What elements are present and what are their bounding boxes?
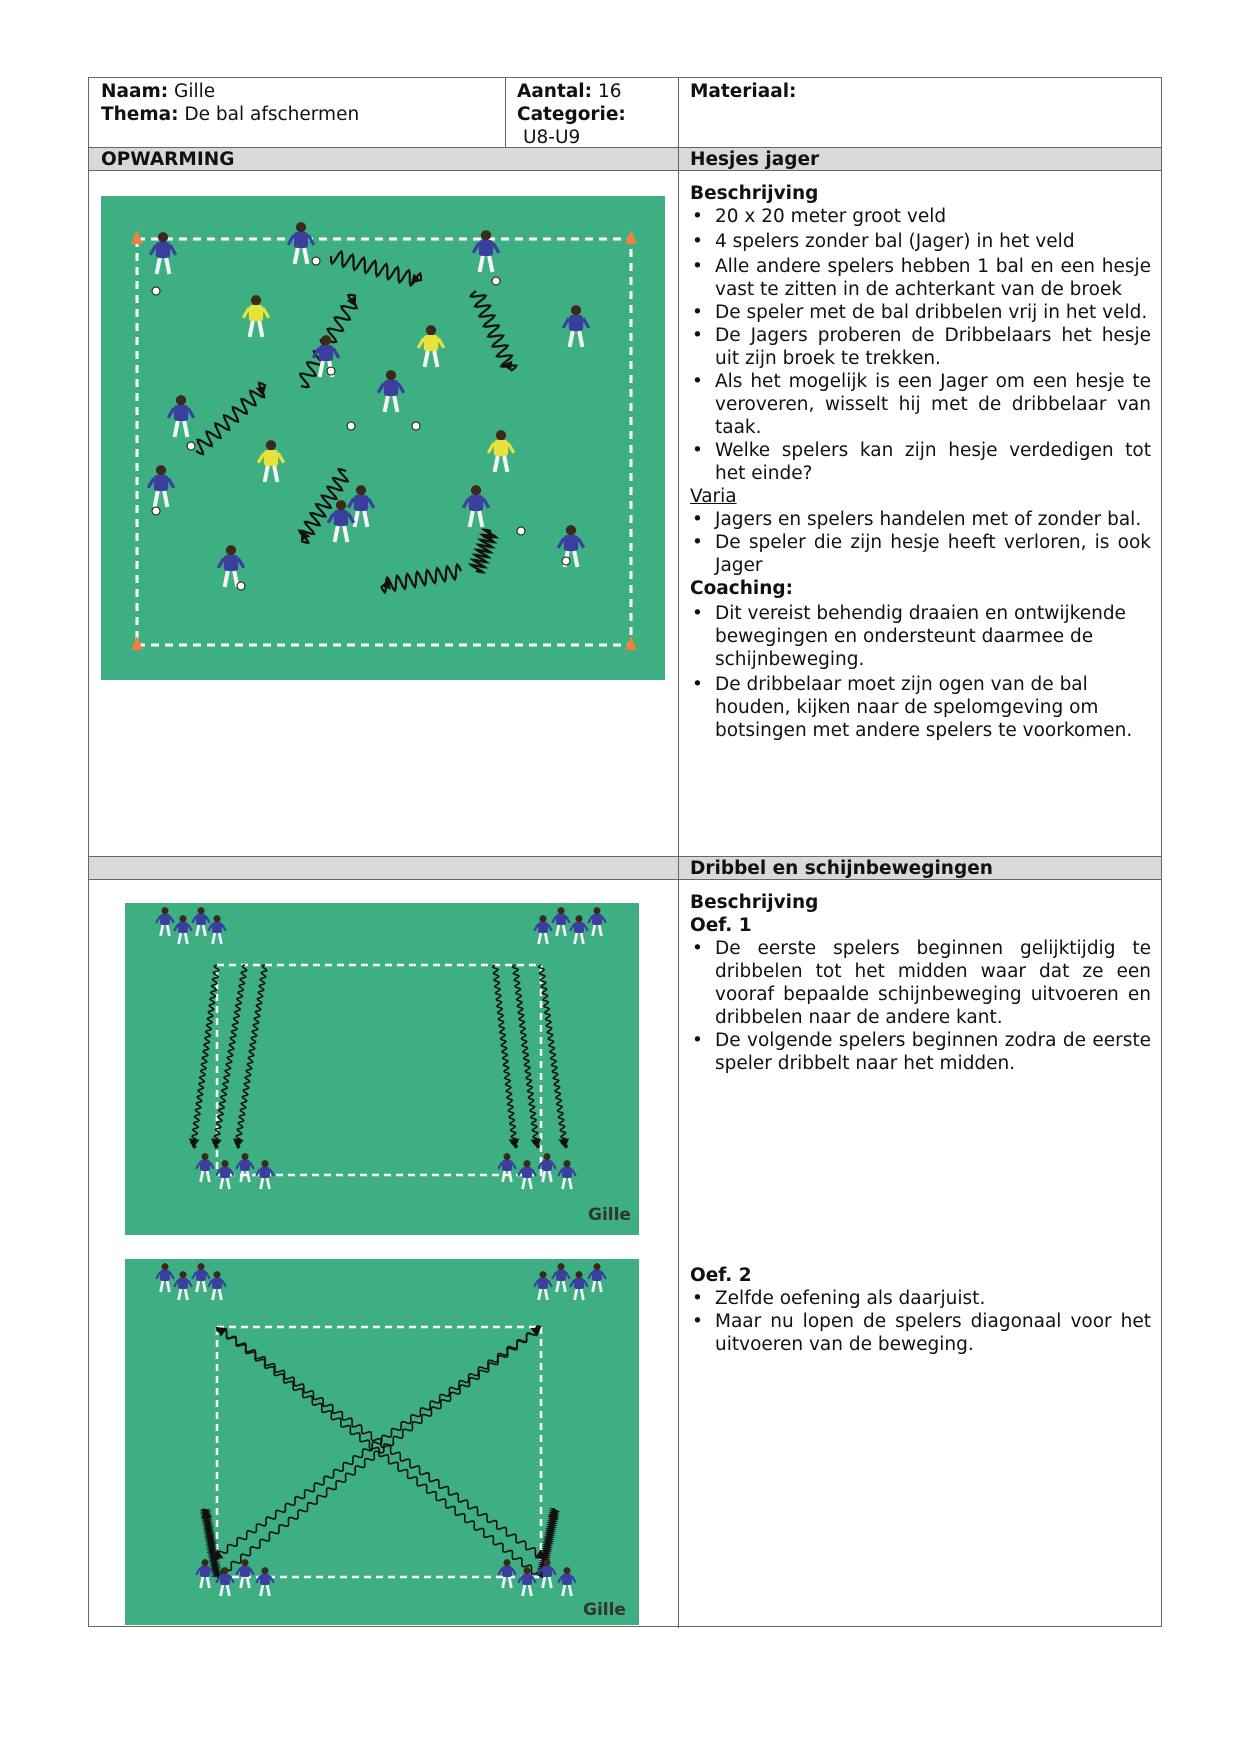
ball-icon bbox=[237, 582, 245, 590]
aantal-categorie-cell bbox=[517, 80, 626, 149]
ball-icon bbox=[152, 287, 160, 295]
oef1-list bbox=[690, 937, 1151, 1075]
list-item: • Dit vereist behendig draaien en ontwijkende bewegingen en ondersteunt daarmee de schijnbeweging. bbox=[690, 602, 1151, 671]
list-item: • 4 spelers zonder bal (Jager) in het veld bbox=[690, 230, 1151, 253]
gille-watermark-2: Gille bbox=[583, 1600, 626, 1620]
list-item: • De speler met de bal dribbelen vrij in het veld. bbox=[690, 301, 1151, 324]
ball-icon bbox=[412, 422, 420, 430]
aantal-value: 16 bbox=[597, 81, 622, 102]
beschrijving-label-2: Beschrijving bbox=[690, 892, 819, 913]
gille-watermark-1: Gille bbox=[588, 1205, 631, 1225]
materiaal-cell bbox=[690, 80, 796, 103]
list-item: • Zelfde oefening als daarjuist. bbox=[690, 1287, 1151, 1310]
list-item: • 20 x 20 meter groot veld bbox=[690, 205, 1151, 228]
ball-icon bbox=[187, 442, 195, 450]
varia-list bbox=[690, 508, 1151, 577]
list-item: • Welke spelers kan zijn hesje verdedigen tot het einde? bbox=[690, 439, 1151, 485]
beschrijving-list-1 bbox=[690, 205, 1151, 485]
naam-thema-cell bbox=[101, 80, 359, 126]
materiaal-label: Materiaal: bbox=[690, 81, 797, 102]
hesjes-jager-diagram bbox=[101, 196, 665, 680]
thema-label: Thema: bbox=[101, 104, 179, 125]
list-item: • De Jagers proberen de Dribbelaars het hesje uit zijn broek te trekken. bbox=[690, 324, 1151, 370]
categorie-label: Categorie: bbox=[517, 104, 626, 125]
list-item: • De speler die zijn hesje heeft verloren, is ook Jager bbox=[690, 531, 1151, 577]
coaching-list bbox=[690, 602, 1151, 742]
list-item: • Maar nu lopen de spelers diagonaal voor het uitvoeren van de beweging. bbox=[690, 1310, 1151, 1356]
ball-icon bbox=[492, 277, 500, 285]
oef1-label: Oef. 1 bbox=[690, 915, 752, 936]
list-item: • De eerste spelers beginnen gelijktijdig te dribbelen tot het midden waar dat ze een vooraf bepaalde schijnbeweging uitvoeren en dribbelen naar de andere kant. bbox=[690, 937, 1151, 1029]
ball-icon bbox=[152, 507, 160, 515]
ball-icon bbox=[562, 557, 570, 565]
opwarming-title: OPWARMING bbox=[101, 149, 235, 170]
thema-value: De bal afschermen bbox=[184, 104, 360, 125]
ball-icon bbox=[312, 257, 320, 265]
naam-label: Naam: bbox=[101, 81, 169, 102]
ball-icon bbox=[517, 527, 525, 535]
ball-icon bbox=[327, 367, 335, 375]
beschrijving-label-1: Beschrijving bbox=[690, 183, 819, 204]
varia-label: Varia bbox=[690, 486, 737, 507]
oef2-diagram bbox=[125, 1259, 639, 1625]
list-item: • De dribbelaar moet zijn ogen van de bal houden, kijken naar de spelomgeving om botsingen met andere spelers te voorkomen. bbox=[690, 673, 1151, 742]
categorie-value: U8-U9 bbox=[523, 127, 581, 148]
list-item: • Jagers en spelers handelen met of zonder bal. bbox=[690, 508, 1151, 531]
hesjes-jager-title: Hesjes jager bbox=[690, 149, 820, 170]
aantal-label: Aantal: bbox=[517, 81, 593, 102]
oef2-description bbox=[690, 1264, 1151, 1356]
drill-sheet bbox=[88, 77, 1162, 1627]
dribbel-description bbox=[690, 891, 1151, 1075]
hesjes-jager-description bbox=[690, 182, 1151, 742]
dribbel-title: Dribbel en schijnbewegingen bbox=[690, 858, 993, 879]
naam-value: Gille bbox=[174, 81, 216, 102]
oef1-diagram bbox=[125, 903, 639, 1235]
ball-icon bbox=[347, 422, 355, 430]
oef2-label: Oef. 2 bbox=[690, 1265, 752, 1286]
coaching-label: Coaching: bbox=[690, 578, 794, 599]
list-item: • Als het mogelijk is een Jager om een hesje te veroveren, wisselt hij met de dribbelaar van taak. bbox=[690, 370, 1151, 439]
oef2-list bbox=[690, 1287, 1151, 1356]
list-item: • De volgende spelers beginnen zodra de eerste speler dribbelt naar het midden. bbox=[690, 1029, 1151, 1075]
list-item: • Alle andere spelers hebben 1 bal en een hesje vast te zitten in de achterkant van de broek bbox=[690, 255, 1151, 301]
